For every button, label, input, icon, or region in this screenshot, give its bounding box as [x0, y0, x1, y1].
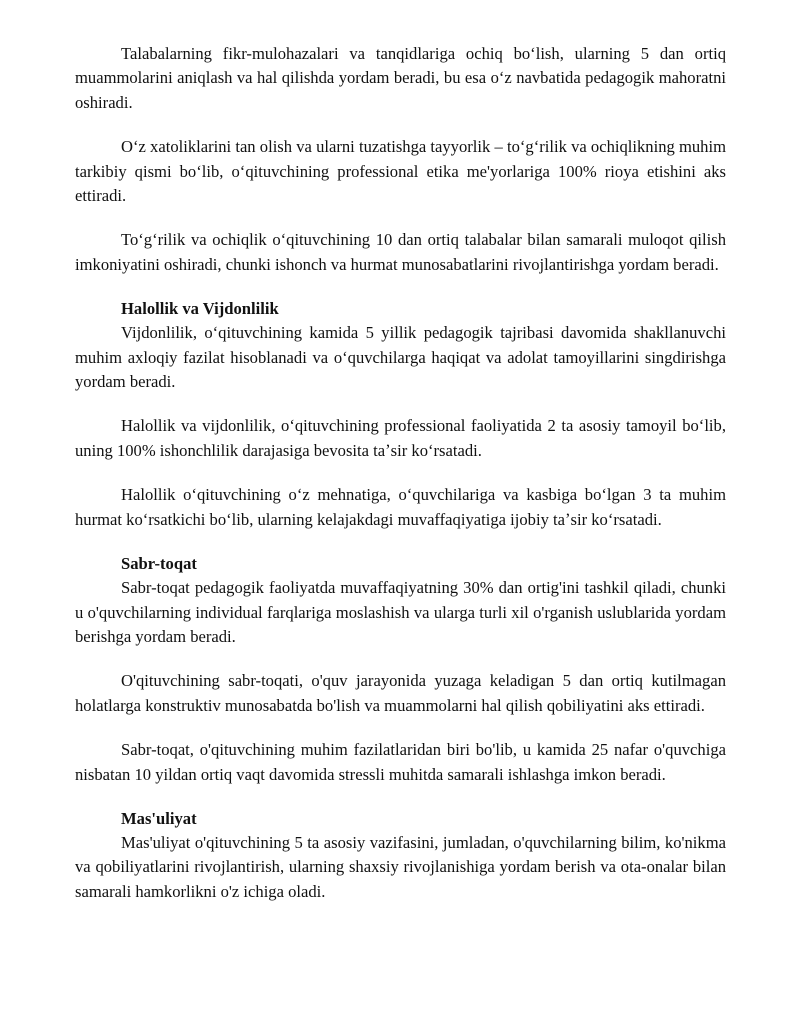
section-sabr-toqat: [75, 552, 726, 787]
section-halollik: [75, 297, 726, 532]
section-heading: Halollik va Vijdonlilik: [121, 299, 279, 319]
section-paragraph: O'qituvchining sabr-toqati, o'quv jarayonida yuzaga keladigan 5 dan ortiq kutilmagan holatlarga konstruktiv munosabatda bo'lish va muammolarni hal qilish qobiliyatini aks ettiradi.: [75, 671, 726, 715]
section-heading: Sabr-toqat: [121, 554, 197, 574]
section-heading: Mas'uliyat: [121, 808, 197, 828]
intro-paragraph-1: Talabalarning fikr-mulohazalari va tanqidlariga ochiq boʻlish, ularning 5 dan ortiq muammolarini aniqlash va hal qilishda yordam beradi, bu esa oʻz navbatida pedagogik mahoratni oshiradi.: [75, 44, 726, 112]
section-paragraph: Vijdonlilik, oʻqituvchining kamida 5 yillik pedagogik tajribasi davomida shakllanuvchi muhim axloqiy fazilat hisoblanadi va oʻquvchilarga haqiqat va adolat tamoyillarini singdirishga yordam beradi.: [75, 323, 726, 392]
intro-paragraph-2: Oʻz xatoliklarini tan olish va ularni tuzatishga tayyorlik – toʻgʻrilik va ochiqlikning muhim tarkibiy qismi boʻlib, oʻqituvchining professional etika me'yorlariga 100% rioya etishini aks ettiradi.: [75, 137, 726, 206]
section-paragraph: Halollik oʻqituvchining oʻz mehnatiga, oʻquvchilariga va kasbiga boʻlgan 3 ta muhim hurmat koʻrsatkichi boʻlib, ularning kelajakdagi muvaffaqiyatiga ijobiy taʼsir koʻrsatadi.: [75, 485, 726, 529]
intro-paragraph-3: Toʻgʻrilik va ochiqlik oʻqituvchining 10 dan ortiq talabalar bilan samarali muloqot qilish imkoniyatini oshiradi, chunki ishonch va hurmat munosabatlarini rivojlantirishga yordam beradi.: [75, 230, 726, 274]
section-paragraph: Mas'uliyat o'qituvchining 5 ta asosiy vazifasini, jumladan, o'quvchilarning bilim, ko'nikma va qobiliyatlarini rivojlantirish, ularning shaxsiy rivojlanishiga yordam berish va ota-onalar bilan samarali hamkorlikni o'z ichiga oladi.: [75, 832, 726, 901]
section-paragraph: Sabr-toqat pedagogik faoliyatda muvaffaqiyatning 30% dan ortig'ini tashkil qiladi, chunki u o'quvchilarning individual farqlariga moslashish va ularga turli xil o'rganish uslublarida yordam berishga yordam beradi.: [75, 578, 726, 646]
section-paragraph: Halollik va vijdonlilik, oʻqituvchining professional faoliyatida 2 ta asosiy tamoyil boʻlib, uning 100% ishonchlilik darajasiga bevosita taʼsir koʻrsatadi.: [75, 416, 726, 460]
section-masuliyat: [75, 807, 726, 904]
section-paragraph: Sabr-toqat, o'qituvchining muhim fazilatlaridan biri bo'lib, u kamida 25 nafar o'quvchiga nisbatan 10 yildan ortiq vaqt davomida stressli muhitda samarali ishlashga imkon beradi.: [75, 740, 726, 784]
document-page: [75, 42, 726, 924]
